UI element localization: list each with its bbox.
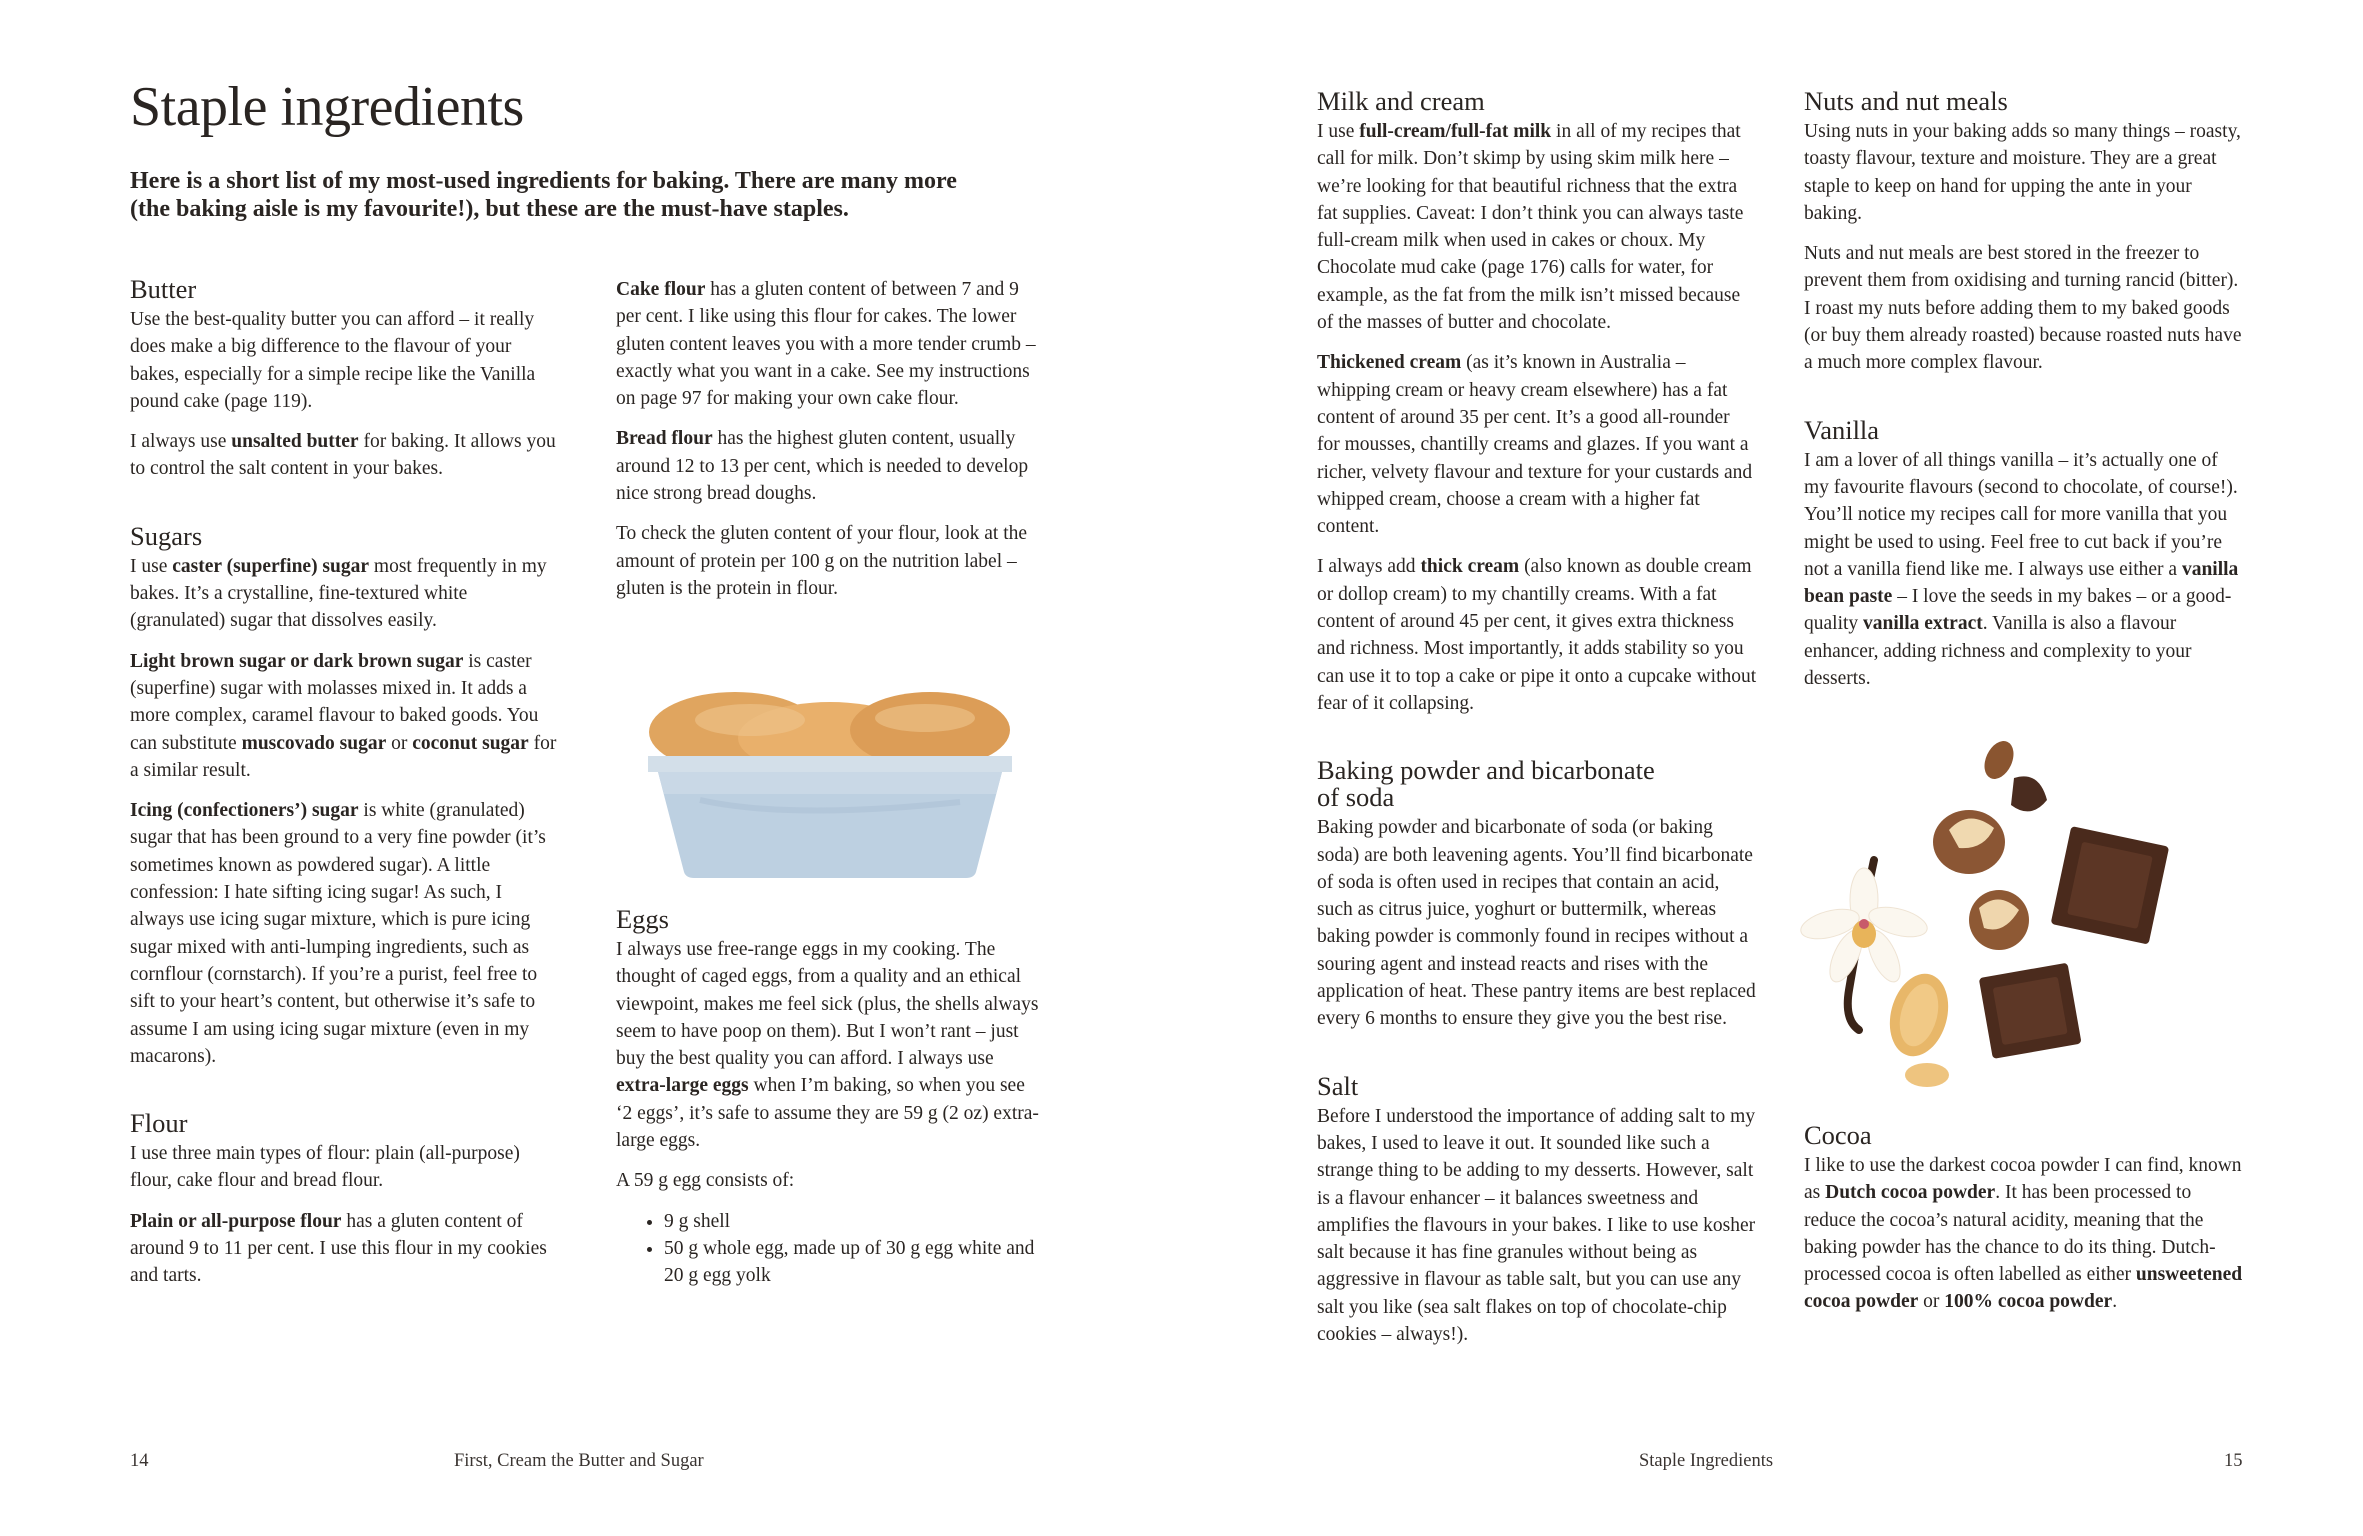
flour-paragraph-2: Plain or all-purpose flour has a gluten content of around 9 to 11 per cent. I use this flour in my cookies and tarts. — [130, 1210, 547, 1287]
nuts-paragraph-1: Using nuts in your baking adds so many things – roasty, toasty flavour, texture and moisture. They are a great staple to keep on hand for upping the ante in your baking. — [1804, 121, 2241, 224]
flour-heading: Flour — [130, 1108, 188, 1139]
nuts-heading: Nuts and nut meals — [1804, 86, 2008, 116]
page-title: Staple ingredients — [130, 76, 524, 138]
right-running-head: Staple Ingredients — [1639, 1451, 1774, 1471]
butter-section — [130, 276, 558, 483]
right-column-2 — [1804, 88, 2244, 732]
cake-flour-paragraph: Cake flour has a gluten content of between 7 and 9 per cent. I like using this flour for cakes. The lower gluten content leaves you with a more tender crumb – exactly what you want in a cake. See my instructions on page 97 for making your own cake flour. — [616, 279, 1036, 410]
right-page — [1181, 0, 2363, 1536]
bread-loaf-illustration — [640, 690, 1020, 880]
milk-heading: Milk and cream — [1317, 86, 1485, 116]
sugars-paragraph-2: Light brown sugar or dark brown sugar is caster (superfine) sugar with molasses mixed in. It adds a more complex, caramel flavour to baked goods. You can substitute muscovado sugar or coconut sugar for a similar result. — [130, 650, 557, 781]
salt-paragraph: Before I understood the importance of adding salt to my bakes, I used to leave it out. It sounded like such a strange thing to be adding to my desserts. However, salt is a flavour enhancer – it balances sweetness and amplifies the flavours in your bakes. I like to use kosher salt because it has fine granules without being as aggressive in flavour as table salt, but you can use any salt you like (sea salt flakes on top of chocolate-chip cookies – always!). — [1317, 1105, 1756, 1345]
egg-composition-list — [616, 1208, 1044, 1290]
left-column-1 — [130, 276, 558, 1330]
cocoa-heading: Cocoa — [1804, 1120, 1872, 1150]
left-running-head: First, Cream the Butter and Sugar — [454, 1451, 704, 1471]
eggs-paragraph-2: A 59 g egg consists of: — [616, 1170, 795, 1192]
right-page-number: 15 — [2224, 1451, 2243, 1471]
left-page — [0, 0, 1181, 1536]
baking-powder-heading: Baking powder and bicarbonate of soda — [1317, 755, 1655, 813]
left-page-number: 14 — [130, 1451, 149, 1471]
eggs-paragraph-1: I always use free-range eggs in my cooking. The thought of caged eggs, from a quality and an ethical viewpoint, makes me feel sick (plus, the shells always seem to have poop on them). But I won’t rant – just buy the best quality you can afford. I always use extra-large eggs when I’m baking, so when you see ‘2 eggs’, it’s safe to assume they are 59 g (2 oz) extra-large eggs. — [616, 939, 1039, 1152]
vanilla-heading: Vanilla — [1804, 414, 1880, 445]
sugars-paragraph-3: Icing (confectioners’) sugar is white (granulated) sugar that has been ground to a very fine powder (it’s sometimes known as powdered sugar). A little confession: I hate sifting icing sugar! As such, I always use icing sugar mixture, which is pure icing sugar mixed with anti-lumping ingredients, such as cornflour (cornstarch). If you’re a purist, feel free to sift to your heart’s content, but otherwise it’s safe to assume I am using icing sugar mixture (even in my macarons). — [130, 800, 546, 1067]
list-item: • 9 g shell — [664, 1208, 1044, 1235]
sugars-heading: Sugars — [130, 520, 203, 551]
butter-paragraph-2: I always use unsalted butter for baking. It allows you to control the salt content in your bakes. — [130, 431, 556, 480]
milk-paragraph-3: I always add thick cream (also known as double cream or dollop cream) to my chantilly creams. With a fat content of around 45 per cent, it gives extra thickness and richness. Most importantly, it adds stability so you can use it to top a cake or pipe it onto a cupcake without fear of it collapsing. — [1317, 556, 1757, 714]
flour-section — [130, 1110, 558, 1289]
gluten-check-paragraph: To check the gluten content of your flour, look at the amount of protein per 100 g on the nutrition label – gluten is the protein in flour. — [616, 523, 1028, 599]
intro-text: Here is a short list of my most-used ingredients for baking. There are many more (the baking aisle is my favourite!), but these are the must-have staples. — [130, 168, 957, 222]
flour-paragraph-1: I use three main types of flour: plain (all-purpose) flour, cake flour and bread flour. — [130, 1143, 520, 1192]
sugars-section — [130, 520, 558, 1070]
baking-powder-paragraph: Baking powder and bicarbonate of soda (or baking soda) are both leavening agents. You’ll find bicarbonate of soda is often used in recipes that contain an acid, such as citrus juice, yoghurt or buttermilk, whereas baking powder is commonly found in recipes without a souring agent and instead reacts and rises with the application of heat. These pantry items are best replaced every 6 months to ensure they give you the best rise. — [1317, 817, 1756, 1030]
cocoa-paragraph: I like to use the darkest cocoa powder I can find, known as Dutch cocoa powder. It has been processed to reduce the cocoa’s natural acidity, meaning that the baking powder has the chance to do its thing. Dutch-processed cocoa is often labelled as either unsweetened cocoa powder or 100% cocoa powder. — [1804, 1155, 2243, 1313]
cocoa-section — [1804, 1122, 2244, 1329]
list-item: • 50 g whole egg, made up of 30 g egg white and 20 g egg yolk — [664, 1235, 1044, 1290]
bread-flour-paragraph: Bread flour has the highest gluten content, usually around 12 to 13 per cent, which is needed to develop nice strong bread doughs. — [616, 428, 1029, 505]
nuts-paragraph-2: Nuts and nut meals are best stored in the freezer to prevent them from oxidising and turning rancid (bitter). I roast my nuts before adding them to my baked goods (or buy them already roasted) because roasted nuts have a much more complex flavour. — [1804, 243, 2242, 374]
vanilla-paragraph: I am a lover of all things vanilla – it’s actually one of my favourite flavours (second to chocolate, of course!). You’ll notice my recipes call for more vanilla that you might be used to using. Feel free to cut back if you’re not a vanilla fiend like me. I always use either a vanilla bean paste – I love the seeds in my bakes – or a good-quality vanilla extract. Vanilla is also a flavour enhancer, adding richness and complexity to your desserts. — [1804, 449, 2239, 690]
right-column-1 — [1317, 88, 1757, 1388]
vanilla-section — [1804, 414, 2244, 693]
butter-heading: Butter — [130, 274, 197, 304]
milk-paragraph-2: Thickened cream (as it’s known in Australia – whipping cream or heavy cream elsewhere) has a fat content of around 35 per cent. It’s a good all-rounder for mousses, chantilly creams and glazes. If you want a richer, velvety flavour and texture for your custards and whipped cream, choose a cream with a higher fat content. — [1317, 352, 1753, 538]
salt-section — [1317, 1070, 1757, 1349]
nuts-vanilla-chocolate-illustration — [1799, 730, 2219, 1100]
baking-powder-section — [1317, 757, 1757, 1032]
eggs-heading: Eggs — [616, 904, 669, 934]
left-column-2 — [616, 276, 1044, 615]
sugars-paragraph-1: I use caster (superfine) sugar most frequently in my bakes. It’s a crystalline, fine-textured white (granulated) sugar that dissolves easily. — [130, 555, 547, 632]
salt-heading: Salt — [1317, 1070, 1359, 1101]
eggs-section — [616, 906, 1044, 1290]
nuts-section — [1804, 88, 2244, 377]
butter-paragraph-1: Use the best-quality butter you can afford – it really does make a big difference to the flavour of your bakes, especially for a simple recipe like the Vanilla pound cake (page 119). — [130, 309, 536, 412]
milk-paragraph-1: I use full-cream/full-fat milk in all of my recipes that call for milk. Don’t skimp by using skim milk here – we’re looking for that beautiful richness that the extra fat supplies. Caveat: I don’t think you can always taste full-cream milk when used in cakes or choux. My Chocolate mud cake (page 176) calls for water, for example, as the fat from the milk isn’t missed because of the masses of butter and chocolate. — [1317, 121, 1744, 334]
milk-section — [1317, 88, 1757, 717]
